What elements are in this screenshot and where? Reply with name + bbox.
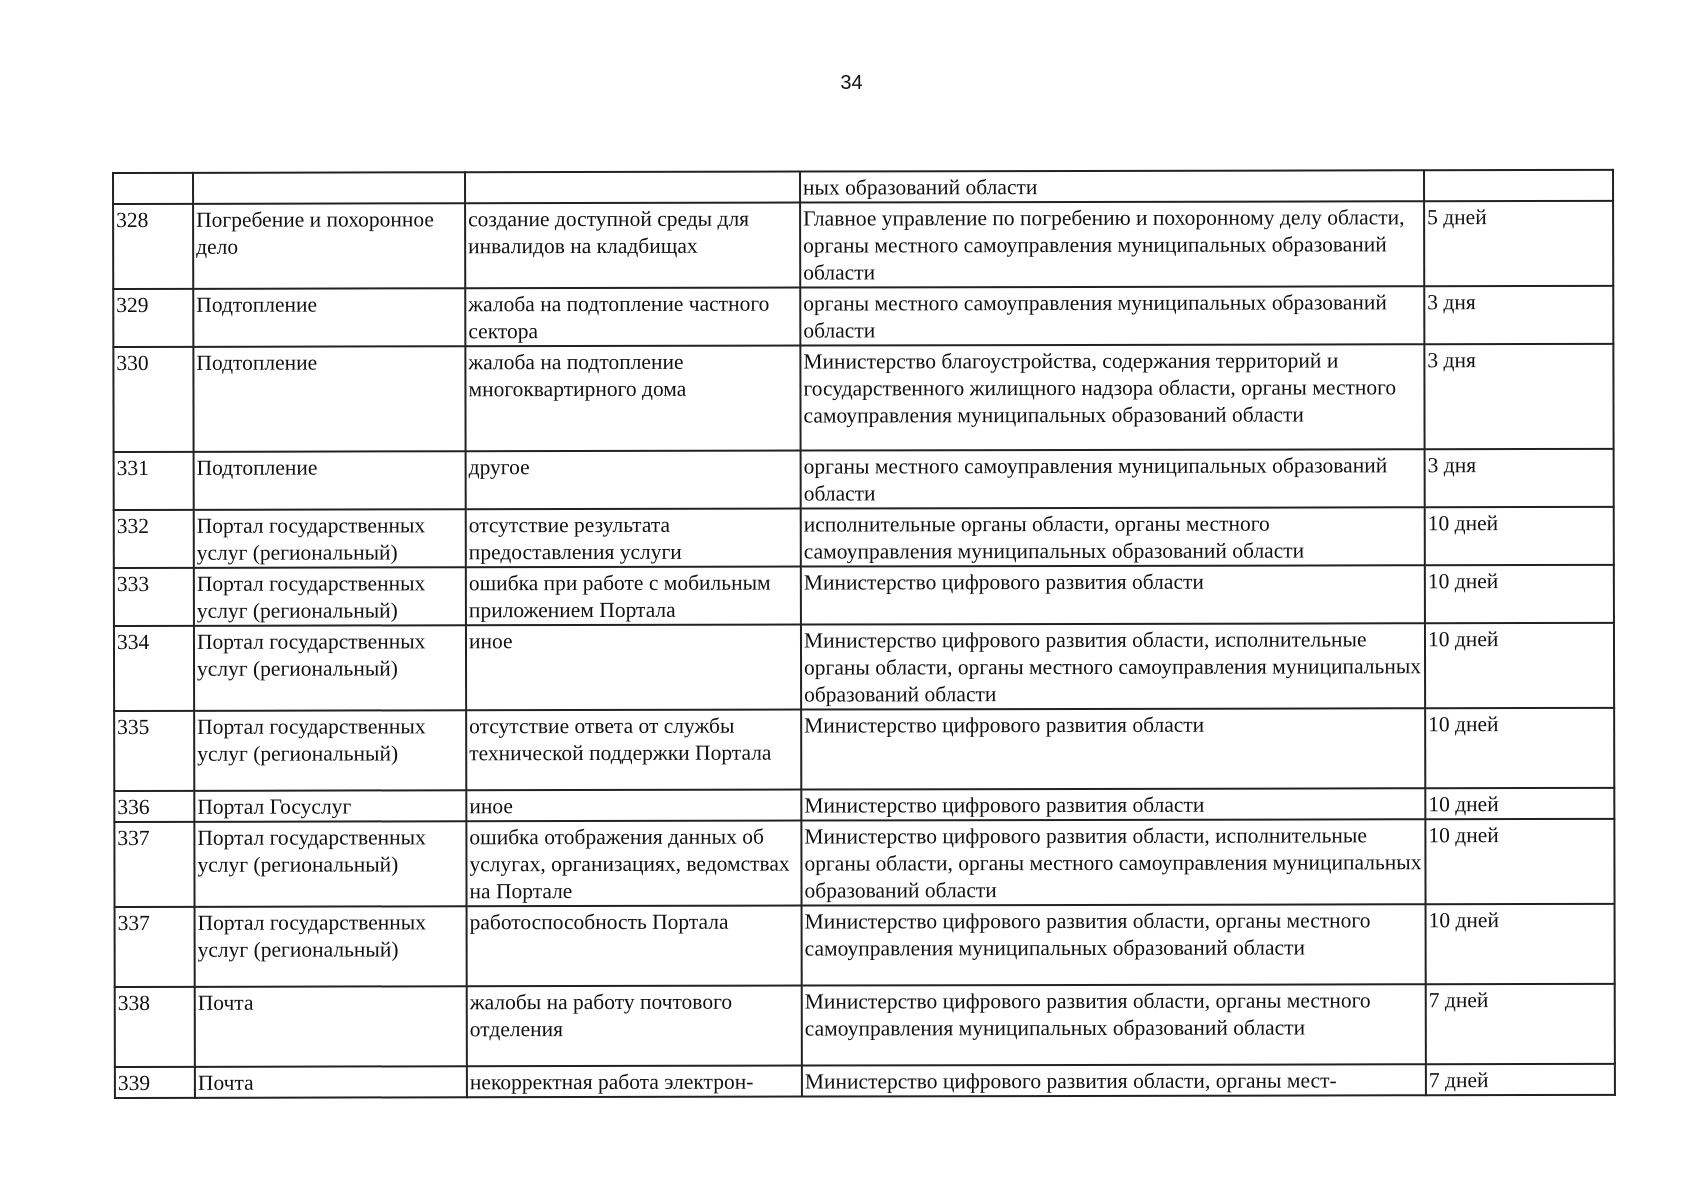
- table-row: [113, 286, 1613, 347]
- subtopic-cell: отсутствие результата предоставления услуги: [466, 509, 801, 568]
- row-number: 330: [113, 347, 193, 452]
- table-row: [115, 904, 1615, 987]
- topic-cell: Портал Госуслуг: [194, 790, 466, 822]
- executor-cell: Министерство цифрового развития области, органы местного самоуправления муниципальных образований области: [802, 984, 1426, 1065]
- table-body: [113, 170, 1615, 1098]
- table-row: [115, 1064, 1615, 1098]
- executor-cell: Министерство цифрового развития области, органы местного самоуправления муниципальных образований области: [802, 904, 1426, 985]
- executor-cell: Министерство цифрового развития области: [801, 565, 1425, 624]
- row-number: 339: [115, 1067, 195, 1098]
- term-cell: [1424, 170, 1613, 201]
- executor-cell: Министерство цифрового развития области, исполнительные органы области, органы местного самоуправления муниципальных образований области: [801, 623, 1425, 709]
- row-number: 335: [114, 711, 194, 791]
- page-number: 34: [840, 72, 863, 94]
- table-row: [114, 507, 1614, 568]
- table-row: [114, 819, 1614, 907]
- executor-cell: Министерство цифрового развития области, исполнительные органы области, органы местного самоуправления муниципальных образований области: [801, 819, 1425, 905]
- term-cell: 10 дней: [1426, 904, 1615, 984]
- subtopic-cell: жалобы на работу почтового отделения: [467, 986, 802, 1067]
- table-row: [115, 984, 1615, 1067]
- term-cell: 3 дня: [1425, 449, 1614, 507]
- subtopic-cell: жалоба на подтопление многоквартирного дома: [465, 346, 800, 452]
- row-number: 336: [114, 791, 194, 822]
- topic-cell: Почта: [195, 1066, 467, 1098]
- row-number: 333: [114, 568, 194, 626]
- subtopic-cell: работоспособность Портала: [467, 906, 802, 987]
- topic-cell: Подтопление: [194, 451, 466, 510]
- row-number: 337: [115, 907, 195, 987]
- row-number: 329: [113, 289, 193, 347]
- subtopic-cell: ошибка при работе с мобильным приложением Портала: [466, 567, 801, 626]
- row-number: 334: [114, 626, 194, 711]
- table-row: [114, 449, 1614, 510]
- table-row: [113, 201, 1613, 289]
- executor-cell: Министерство цифрового развития области, органы мест-: [802, 1064, 1426, 1096]
- executor-cell: Главное управление по погребению и похоронному делу области, органы местного самоуправления муниципальных образований области: [800, 201, 1424, 287]
- complaint-registry-table: [112, 169, 1616, 1099]
- executor-cell: Министерство благоустройства, содержания территорий и государственного жилищного надзора области, органы местного самоуправления муниципальных образований области: [800, 344, 1424, 450]
- term-cell: 7 дней: [1426, 1064, 1615, 1095]
- executor-cell: органы местного самоуправления муниципальных образований области: [800, 286, 1424, 345]
- topic-cell: Погребение и похоронное дело: [193, 203, 465, 289]
- table-row: [113, 170, 1613, 204]
- topic-cell: Портал государственных услуг (региональный): [194, 821, 466, 907]
- topic-cell: Портал государственных услуг (региональный): [194, 710, 466, 791]
- term-cell: 3 дня: [1424, 344, 1613, 449]
- row-number: 337: [114, 822, 194, 907]
- table-row: [114, 708, 1614, 791]
- subtopic-cell: иное: [466, 790, 801, 822]
- topic-cell: Подтопление: [193, 288, 465, 347]
- term-cell: 7 дней: [1426, 984, 1615, 1064]
- subtopic-cell: жалоба на подтопление частного сектора: [465, 288, 800, 347]
- topic-cell: Подтопление: [193, 346, 465, 452]
- executor-cell: органы местного самоуправления муниципальных образований области: [801, 449, 1425, 508]
- table-row: [114, 565, 1614, 626]
- executor-cell: Министерство цифрового развития области: [801, 788, 1425, 820]
- term-cell: 10 дней: [1425, 788, 1614, 819]
- term-cell: 10 дней: [1425, 623, 1614, 708]
- term-cell: 10 дней: [1425, 507, 1614, 565]
- subtopic-cell: некорректная работа электрон-: [467, 1066, 802, 1098]
- subtopic-cell: создание доступной среды для инвалидов на кладбищах: [465, 203, 800, 289]
- row-number: [113, 173, 193, 204]
- row-number: 331: [114, 452, 194, 510]
- row-number: 332: [114, 510, 194, 568]
- subtopic-cell: ошибка отображения данных об услугах, организациях, ведомствах на Портале: [466, 821, 801, 907]
- term-cell: 3 дня: [1424, 286, 1613, 344]
- topic-cell: Почта: [195, 986, 467, 1067]
- term-cell: 10 дней: [1425, 565, 1614, 623]
- row-number: 328: [113, 204, 193, 289]
- topic-cell: Портал государственных услуг (региональный): [194, 509, 466, 568]
- term-cell: 5 дней: [1424, 201, 1613, 286]
- topic-cell: Портал государственных услуг (региональный): [194, 625, 466, 711]
- executor-cell: Министерство цифрового развития области: [801, 708, 1425, 789]
- term-cell: 10 дней: [1425, 819, 1614, 904]
- topic-cell: Портал государственных услуг (региональный): [194, 567, 466, 626]
- table-row: [113, 344, 1613, 452]
- subtopic-cell: [465, 172, 800, 204]
- topic-cell: Портал государственных услуг (региональный): [195, 906, 467, 987]
- executor-cell: ных образований области: [800, 170, 1424, 202]
- term-cell: 10 дней: [1425, 708, 1614, 788]
- executor-cell: исполнительные органы области, органы местного самоуправления муниципальных образований области: [801, 507, 1425, 566]
- subtopic-cell: другое: [466, 451, 801, 510]
- table-row: [114, 788, 1614, 822]
- subtopic-cell: отсутствие ответа от службы технической поддержки Портала: [466, 710, 801, 791]
- topic-cell: [193, 172, 465, 204]
- subtopic-cell: иное: [466, 625, 801, 711]
- row-number: 338: [115, 987, 195, 1067]
- table-row: [114, 623, 1614, 711]
